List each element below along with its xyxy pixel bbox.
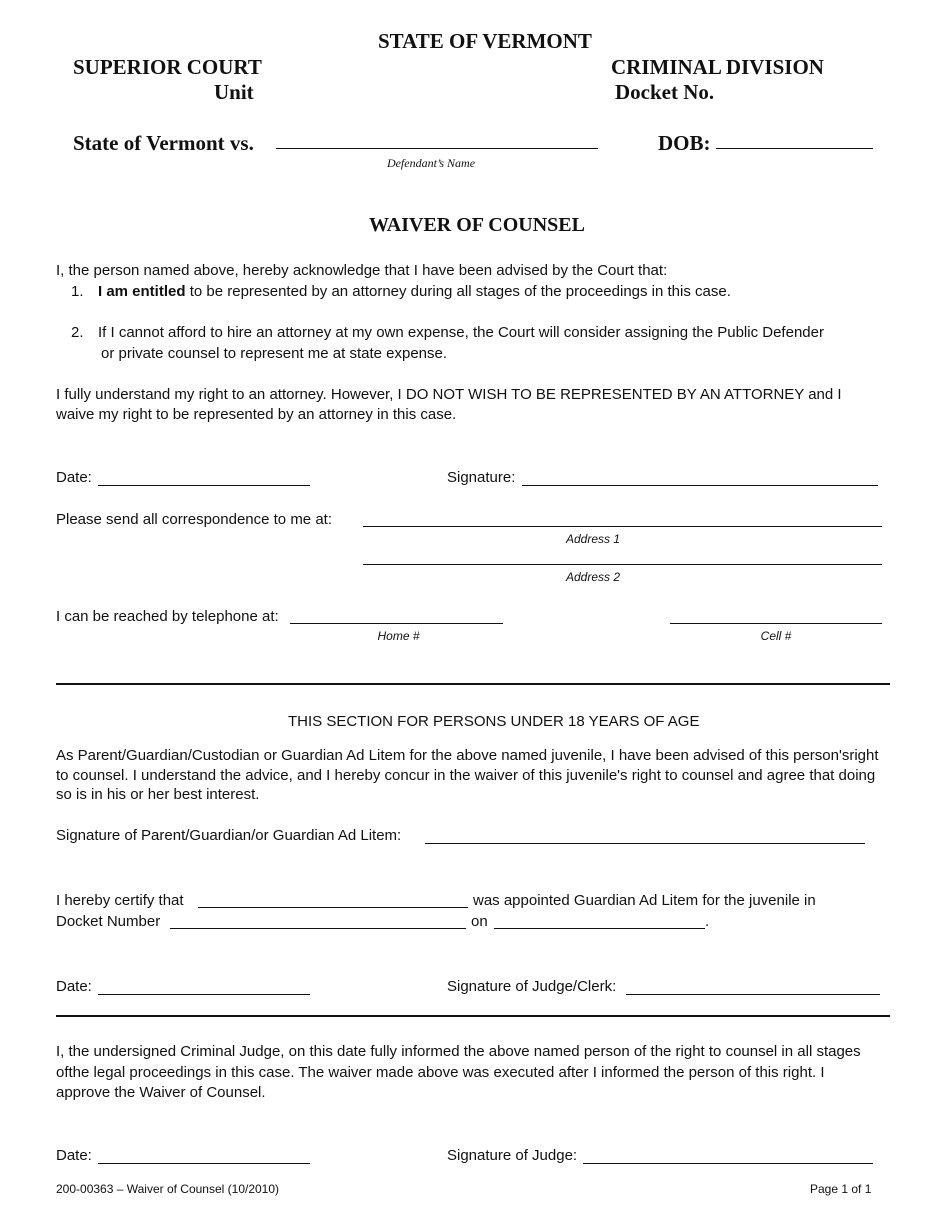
judge-date-label: Date: xyxy=(56,1147,92,1164)
defendant-name-caption: Defendant’s Name xyxy=(386,156,476,170)
item-2-line2: or private counsel to represent me at state expense. xyxy=(101,345,448,362)
item-2-line1: If I cannot afford to hire an attorney at my own expense, the Court will consider assigning the Public Defender xyxy=(98,324,824,341)
unit-label: Unit xyxy=(214,80,254,104)
intro-text: I, the person named above, hereby acknowledge that I have been advised by the Court that: xyxy=(56,262,668,279)
judge-clerk-signature-field[interactable] xyxy=(626,994,880,995)
date-label: Date: xyxy=(56,469,92,486)
section-divider-1 xyxy=(56,683,890,685)
home-phone-caption: Home # xyxy=(377,629,420,643)
address-1-caption: Address 1 xyxy=(565,532,621,546)
certify-prefix: I hereby certify that xyxy=(56,892,184,909)
division-name: CRIMINAL DIVISION xyxy=(611,55,824,79)
certify-suffix: was appointed Guardian Ad Litem for the juvenile in xyxy=(473,892,816,909)
item-1-number: 1. xyxy=(71,283,84,300)
parent-signature-field[interactable] xyxy=(425,843,865,844)
date-field[interactable] xyxy=(98,485,310,486)
juvenile-heading: THIS SECTION FOR PERSONS UNDER 18 YEARS OF AGE xyxy=(288,713,700,730)
telephone-label: I can be reached by telephone at: xyxy=(56,608,279,625)
cell-phone-caption: Cell # xyxy=(760,629,792,643)
address-2-caption: Address 2 xyxy=(565,570,621,584)
page-number: Page 1 of 1 xyxy=(810,1182,872,1196)
state-title: STATE OF VERMONT xyxy=(378,29,592,53)
item-2-number: 2. xyxy=(71,324,84,341)
juvenile-text: As Parent/Guardian/Custodian or Guardian Ad Litem for the above named juvenile, I have been advised of this person'sright to counsel. I understand the advice, and I hereby concur in the waiver of this juvenile's right to counsel and agree that doing so is in his or her best interest. xyxy=(56,747,879,803)
vs-label: State of Vermont vs. xyxy=(73,131,254,155)
guardian-name-field[interactable] xyxy=(198,907,468,908)
understand-text: I fully understand my right to an attorney. However, I DO NOT WISH TO BE REPRESENTED BY AN ATTORNEY and I waive my right to be represented by an attorney in this case. xyxy=(56,386,842,423)
home-phone-field[interactable] xyxy=(290,623,503,624)
item-1-text xyxy=(98,282,731,302)
item-1-rest: to be represented by an attorney during all stages of the proceedings in this case. xyxy=(185,283,731,300)
judge-clerk-signature-label: Signature of Judge/Clerk: xyxy=(447,978,617,995)
dob-field[interactable] xyxy=(716,148,873,149)
judge-signature-label: Signature of Judge: xyxy=(447,1147,578,1164)
judge-date-field[interactable] xyxy=(98,1163,310,1164)
juvenile-date-label: Date: xyxy=(56,978,92,995)
docket-number-field[interactable] xyxy=(170,928,466,929)
court-name: SUPERIOR COURT xyxy=(73,55,262,79)
signature-label: Signature: xyxy=(447,469,516,486)
section-divider-2 xyxy=(56,1015,890,1017)
signature-field[interactable] xyxy=(522,485,878,486)
juvenile-date-field[interactable] xyxy=(98,994,310,995)
on-label: on xyxy=(471,913,488,930)
defendant-name-field[interactable] xyxy=(276,148,598,149)
correspondence-label: Please send all correspondence to me at: xyxy=(56,511,332,528)
docket-number-label: Docket Number xyxy=(56,913,161,930)
judge-signature-field[interactable] xyxy=(583,1163,873,1164)
judge-text: I, the undersigned Criminal Judge, on this date fully informed the above named person of the right to counsel in all stages ofthe legal proceedings in this case. The waiver made above was executed after I informed the person of this right. I approve the Waiver of Counsel. xyxy=(56,1043,861,1101)
period: . xyxy=(705,913,710,930)
dob-label: DOB: xyxy=(658,131,711,155)
form-id: 200-00363 – Waiver of Counsel (10/2010) xyxy=(56,1182,280,1196)
address-1-field[interactable] xyxy=(363,526,882,527)
appointment-date-field[interactable] xyxy=(494,928,705,929)
address-2-field[interactable] xyxy=(363,564,882,565)
docket-label: Docket No. xyxy=(615,80,715,104)
cell-phone-field[interactable] xyxy=(670,623,882,624)
form-title: WAIVER OF COUNSEL xyxy=(369,214,585,236)
item-1-bold: I am entitled xyxy=(98,283,186,300)
parent-signature-label: Signature of Parent/Guardian/or Guardian Ad Litem: xyxy=(56,827,402,844)
